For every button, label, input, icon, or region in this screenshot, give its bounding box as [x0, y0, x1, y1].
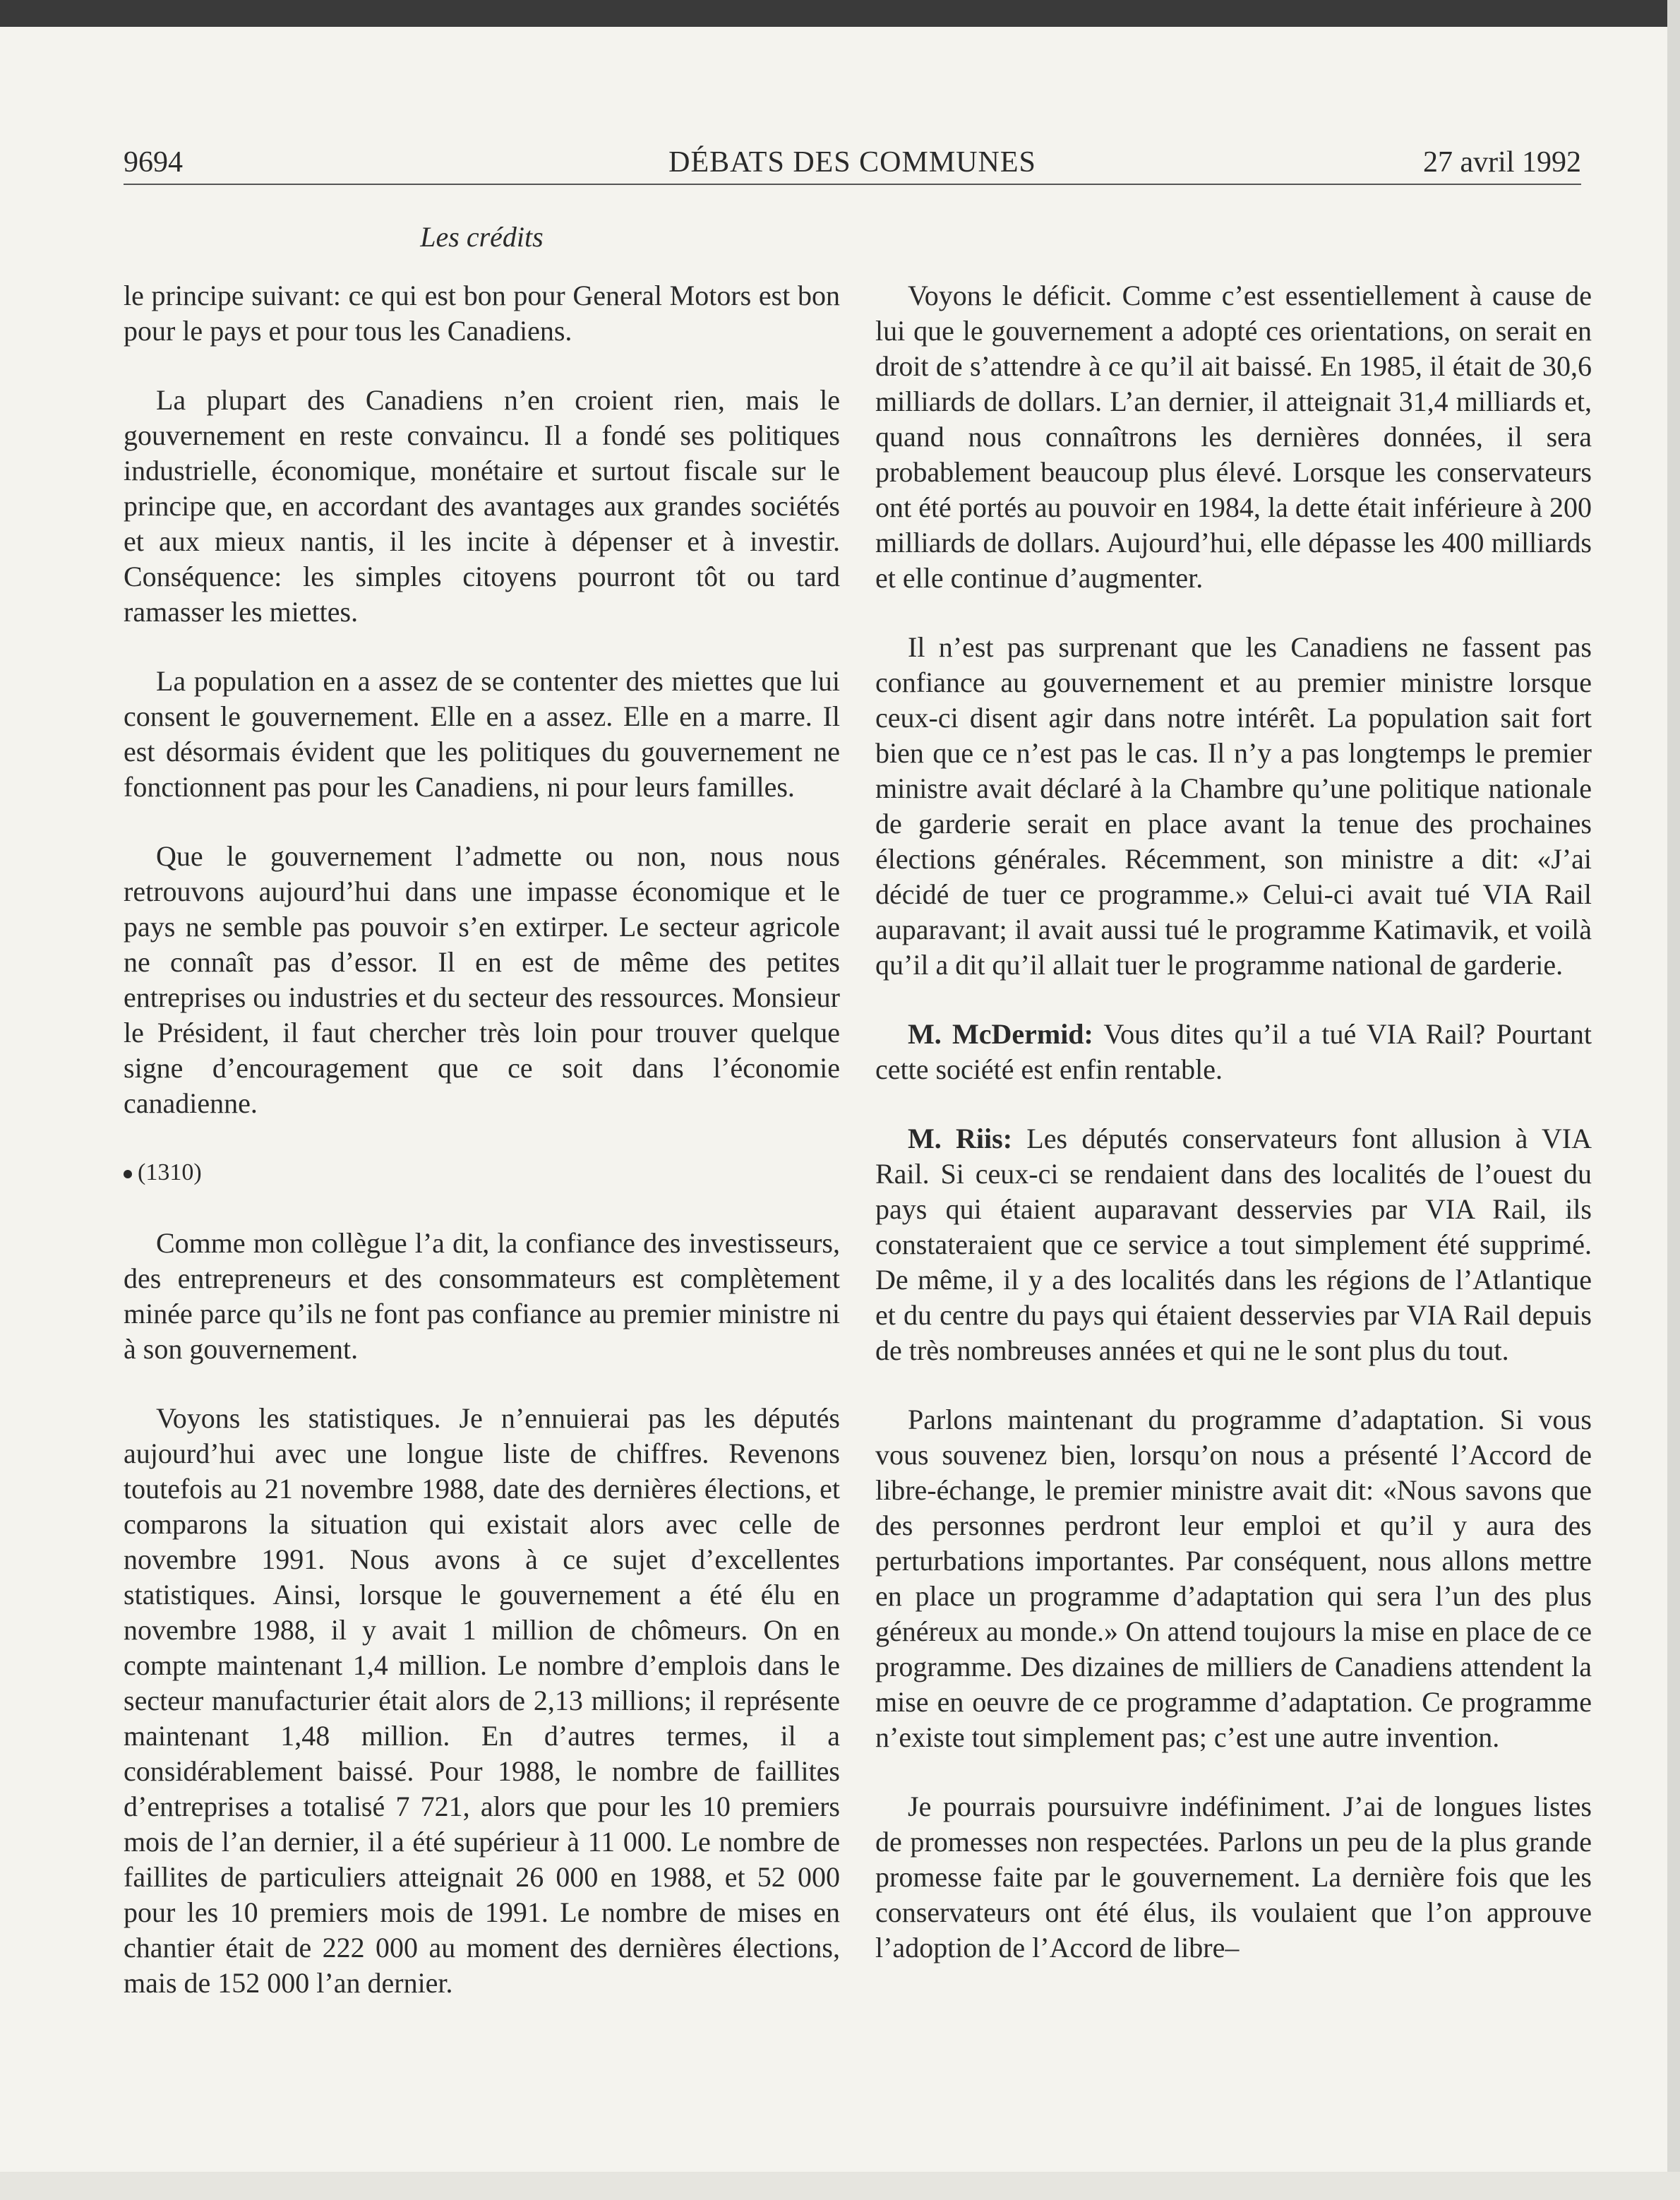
paragraph: Voyons le déficit. Comme c’est essentiellement à cause de lui que le gouvernement a adopté ces orientations, on serait en droit de s’attendre à ce qu’il ait baissé. En 1985, il était de 30,6 milliards de dollars. L’an dernier, il atteignait 31,4 milliards et, quand nous connaîtrons les dernières données, il sera probablement beaucoup plus élevé. Lorsque les conservateurs ont été portés au pouvoir en 1984, la dette était inférieure à 200 milliards de dollars. Aujourd’hui, elle dépasse les 400 milliards et elle continue d’augmenter. [875, 280, 1592, 594]
speaker-name: M. Riis: [908, 1123, 1013, 1154]
paragraph: Il n’est pas surprenant que les Canadiens ne fassent pas confiance au gouvernement et au premier ministre lorsque ceux-ci disent agir dans notre intérêt. La population sait fort bien que ce n’est pas le cas. Il n’y a pas longtemps le premier ministre avait déclaré à la Chambre qu’une politique nationale de garderie serait en place avant la tenue des prochaines élections générales. Récemment, son ministre a dit: «J’ai décidé de tuer ce programme.» Celui-ci avait tué VIA Rail auparavant; il avait aussi tué le programme Katimavik, et voilà qu’il a dit qu’il allait tuer le programme national de garderie. [875, 631, 1592, 981]
page-number: 9694 [124, 146, 183, 179]
paragraph: La plupart des Canadiens n’en croient rien, mais le gouvernement en reste convaincu. Il a fondé ses politiques industrielle, économique, monétaire et surtout fiscale sur le principe que, en accordant des avantages aux grandes sociétés et aux mieux nantis, il les incite à dépenser et à investir. Conséquence: les simples citoyens pourront tôt ou tard ramasser les miettes. [124, 384, 840, 628]
scan-bottom-edge [0, 2172, 1680, 2200]
speech-text: Vous dites qu’il a tué VIA Rail? Pourtant cette société est enfin rentable. [875, 1018, 1592, 1085]
paragraph: Que le gouvernement l’admette ou non, nous nous retrouvons aujourd’hui dans une impasse économique et le pays ne semble pas pouvoir s’en extirper. Le secteur agricole ne connaît pas d’essor. Il en est de même des petites entreprises ou industries et du secteur des ressources. Monsieur le Président, il faut chercher très loin pour trouver quelque signe d’encouragement que ce soit dans l’économie canadienne. [124, 840, 840, 1119]
paragraph: Je pourrais poursuivre indéfiniment. J’ai de longues listes de promesses non respectées. Parlons un peu de la plus grande promesse faite par le gouvernement. La dernière fois que les conservateurs ont été élus, ils voulaient que l’on approuve l’adoption de l’Accord de libre– [875, 1791, 1592, 1963]
section-title: Les crédits [420, 221, 544, 253]
scan-right-edge [1667, 0, 1680, 2200]
scan-top-border [0, 0, 1680, 27]
right-column [875, 278, 1592, 1999]
journal-title: DÉBATS DES COMMUNES [668, 146, 1036, 179]
bullet-icon [124, 1170, 132, 1178]
left-column [124, 278, 840, 2035]
speaker-name: M. McDermid: [908, 1018, 1093, 1050]
time-marker [124, 1155, 840, 1190]
running-header [124, 138, 1581, 185]
speech [875, 1017, 1592, 1087]
paragraph: Comme mon collègue l’a dit, la confiance des investisseurs, des entrepreneurs et des consommateurs est complètement minée parce qu’ils ne font pas confiance au premier ministre ni à son gouvernement. [124, 1227, 840, 1365]
paragraph: La population en a assez de se contenter des miettes que lui consent le gouvernement. Elle en a assez. Elle en a marre. Il est désormais évident que les politiques du gouvernement ne fonctionnent pas pour les Canadiens, ni pour leurs familles. [124, 665, 840, 803]
paragraph: Parlons maintenant du programme d’adaptation. Si vous vous souvenez bien, lorsqu’on nous a présenté l’Accord de libre-échange, le premier ministre avait dit: «Nous savons que des personnes perdront leur emploi et qu’il y aura des perturbations importantes. Par conséquent, nous allons mettre en place un programme d’adaptation qui sera l’un des plus généreux au monde.» On attend toujours la mise en place de ce programme. Des dizaines de milliers de Canadiens attendent la mise en oeuvre de ce programme d’adaptation. Ce programme n’existe tout simplement pas; c’est une autre invention. [875, 1404, 1592, 1753]
time-marker-text: (1310) [138, 1159, 202, 1185]
paragraph: le principe suivant: ce qui est bon pour General Motors est bon pour le pays et pour tous les Canadiens. [124, 280, 840, 347]
paragraph: Voyons les statistiques. Je n’ennuierai pas les députés aujourd’hui avec une longue liste de chiffres. Revenons toutefois au 21 novembre 1988, date des dernières élections, et comparons la situation qui existait alors avec celle de novembre 1991. Nous avons à ce sujet d’excellentes statistiques. Ainsi, lorsque le gouvernement a été élu en novembre 1988, il y avait 1 million de chômeurs. On en compte maintenant 1,4 million. Le nombre d’emplois dans le secteur manufacturier était alors de 2,13 millions; il représente maintenant 1,48 million. En d’autres termes, il a considérablement baissé. Pour 1988, le nombre de faillites d’entreprises a totalisé 7 721, alors que pour les 10 premiers mois de l’an dernier, il a été supérieur à 11 000. Le nombre de faillites de particuliers atteignait 26 000 en 1988, et 52 000 pour les 10 premiers mois de 1991. Le nombre de mises en chantier était de 222 000 au moment des dernières élections, mais de 152 000 l’an dernier. [124, 1402, 840, 1999]
issue-date: 27 avril 1992 [1423, 146, 1581, 179]
speech [875, 1121, 1592, 1368]
speech-text: Les députés conservateurs font allusion à VIA Rail. Si ceux-ci se rendaient dans des localités de l’ouest du pays qui étaient auparavant desservies par VIA Rail, ils constateraient que ce service a tout simplement été supprimé. De même, il y a des localités dans les régions de l’Atlantique et du centre du pays qui étaient desservies par VIA Rail depuis de très nombreuses années et qui ne le sont plus du tout. [875, 1123, 1592, 1366]
